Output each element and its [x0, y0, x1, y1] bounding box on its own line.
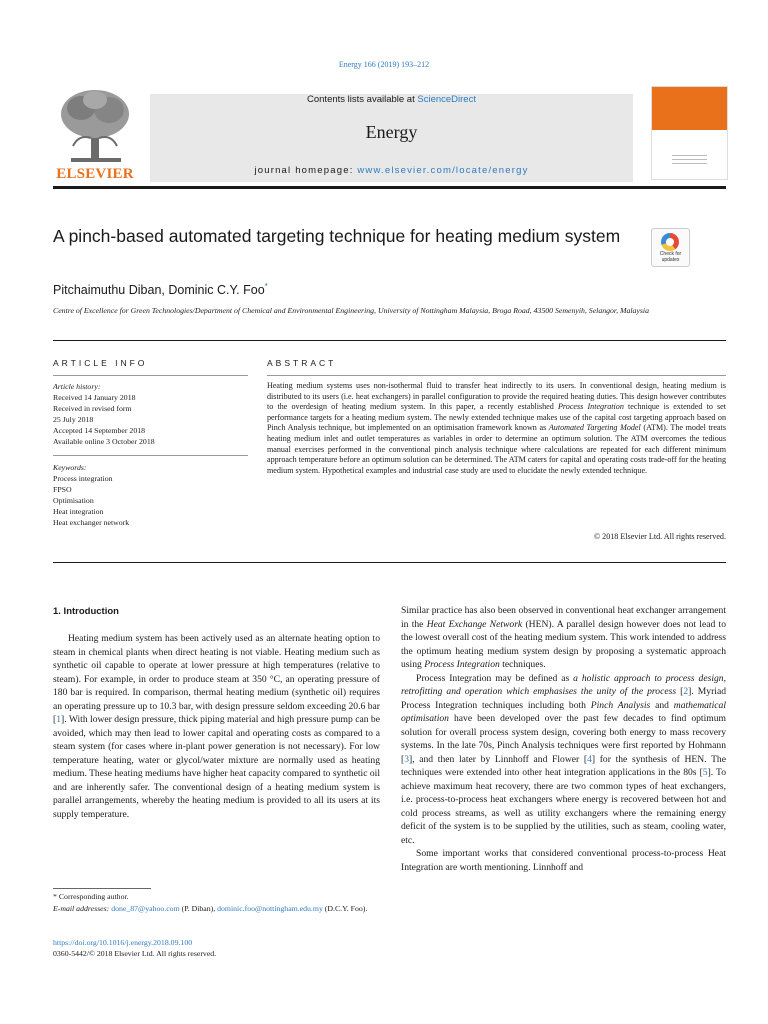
sciencedirect-link[interactable]: ScienceDirect: [417, 94, 476, 105]
keyword-item: Heat exchanger network: [53, 518, 130, 527]
citation-link[interactable]: 3: [404, 753, 409, 765]
abstract-text: [267, 381, 726, 476]
email-owner: (P. Diban),: [179, 904, 218, 913]
text-run: Similar practice has also been observed in conventional heat exchanger arrangement in the: [401, 605, 726, 630]
doi-link[interactable]: [53, 938, 192, 947]
publisher-wordmark: ELSEVIER: [56, 166, 134, 182]
text-run: (HEN). A parallel design however does not lead to the lowest overall cost of the heating medium system. This work intended to address the optimum heating medium system design by proposing a systematic approach using: [401, 618, 727, 670]
history-item: Available online 3 October 2018: [53, 437, 155, 446]
text-run: ] for the synthesis of HEN. The techniques were extended into other heat integration applications in the 80s [: [401, 753, 726, 778]
keyword-item: Process integration: [53, 474, 113, 483]
text-run: techniques.: [499, 659, 546, 670]
doi-url[interactable]: https://doi.org/10.1016/j.energy.2018.09.100: [53, 938, 193, 947]
keyword-item: Optimisation: [53, 496, 94, 505]
section-divider: [53, 562, 726, 563]
crossmark-icon: [661, 233, 679, 251]
text-emphasis: a holistic approach to process design, retrofitting and operation which emphasises the unity of the process: [401, 672, 726, 697]
text-emphasis: Pinch Analysis: [590, 699, 651, 711]
history-item: Accepted 14 September 2018: [53, 426, 146, 435]
email-label: E-mail addresses:: [53, 904, 112, 913]
body-paragraph: [401, 672, 726, 848]
journal-cover-thumbnail: [651, 86, 728, 180]
body-paragraph: [401, 604, 726, 672]
elsevier-logo: [53, 86, 137, 184]
abstract-heading: ABSTRACT: [267, 358, 337, 368]
abstract-part: Heating medium systems uses non-isothermal fluid to transfer heat indirectly to its users. In conventional design, heating medium is distributed to its users (i.e. heat exchangers) in parallel configuration to provide the required heating duties. This design however contributes to the overdesign of heating medium system. In this paper, a recently established: [267, 381, 726, 412]
email-owner: (D.C.Y. Foo).: [322, 904, 368, 913]
homepage-prefix: journal homepage:: [254, 165, 358, 176]
author-list: [53, 282, 268, 297]
text-run: ], and then later by Linnhoff and Flower [: [409, 753, 588, 765]
contents-line: [150, 94, 633, 105]
tree-icon: [53, 86, 137, 166]
abstract-rule: [267, 375, 726, 376]
corresponding-author-mark[interactable]: *: [264, 282, 268, 291]
journal-citation[interactable]: Energy 166 (2019) 193–212: [338, 60, 430, 69]
check-for-updates-label: Check for updates: [659, 251, 682, 263]
affiliation: Centre of Excellence for Green Technologies/Department of Chemical and Environmental Engineering, University of Nottingham Malaysia, Broga Road, 43500 Semenyih, Selangor, Malaysia: [53, 306, 649, 315]
abstract-emphasis: Automated Targeting Model: [548, 423, 641, 433]
body-paragraph: [53, 632, 380, 821]
citation-link[interactable]: 4: [587, 753, 592, 765]
body-column-left: [53, 632, 380, 821]
section-heading: 1. Introduction: [53, 606, 119, 617]
body-column-right: [401, 604, 726, 874]
history-item: Received 14 January 2018: [53, 393, 136, 402]
journal-title: Energy: [365, 122, 418, 142]
article-info-rule: [53, 455, 248, 456]
text-run: have been developed over the past few decades to find optimum solution for overall process system design, covering both energy to mass recovery systems. In the late 70s, Pinch Analysis techniques were first reported by Hohmann [: [401, 713, 726, 765]
text-run: ]. With lower design pressure, thick piping material and high pressure pump can be avoided, which may then lead to lower capital and operating costs as compared to a steam system (for cases where in-plant power generation is not necessary). For low temperature heating, water or glycol/water mixture are normally used as heating medium. These heating mediums have higher heat capacity compared to synthetic oil and are inherently safer. The conventional design of a heating medium system is parallel arrangements, whereby the heating medium is provided to all its users at its supply temperature.: [53, 714, 380, 820]
text-run: ]. To achieve maximum heat recovery, there are two common types of heat exchangers, i.e. process-to-process heat exchangers where energy is recovered between hot and cold process streams, as well as utility exchangers where the remaining energy deficit of the system is to be supplied by the utilities, such as steam, cooling water, etc.: [401, 767, 726, 846]
homepage-link[interactable]: www.elsevier.com/locate/energy: [357, 165, 529, 176]
footnote-rule: [53, 888, 151, 889]
text-emphasis: Process Integration: [424, 659, 500, 670]
abstract-part: (ATM). The model treats heating medium inlet and outlet temperatures as variables in order to determine an optimum solution. The ATM overcomes the tedious manual exercises performed in the conventional pinch analysis technique where calculations are repeated for each different minimum approach temperature before an optimum solution can be determined. The ATM caters for capital and operating costs trade-off for the heating medium system. Hypothetical examples and industrial case study are used to elucidate the newly extended technique.: [267, 423, 726, 475]
cover-banner: [652, 87, 727, 130]
journal-homepage: [150, 165, 633, 176]
history-item: 25 July 2018: [53, 415, 94, 424]
issn-copyright: 0360-5442/© 2018 Elsevier Ltd. All rights reserved.: [53, 949, 217, 958]
history-item: Received in revised form: [53, 404, 132, 413]
text-run: and: [650, 699, 674, 711]
text-run: Process Integration may be defined as: [416, 672, 574, 684]
article-info-rule: [53, 375, 248, 376]
keyword-item: FPSO: [53, 485, 72, 494]
author-names: Pitchaimuthu Diban, Dominic C.Y. Foo: [53, 283, 265, 298]
email-link[interactable]: done_87@yahoo.com: [111, 904, 180, 913]
cover-lines: [672, 155, 707, 167]
keywords-label: Keywords:: [53, 463, 87, 472]
keyword-item: Heat integration: [53, 507, 104, 516]
email-footnote: [53, 903, 380, 914]
email-link[interactable]: dominic.foo@nottingham.edu.my: [217, 904, 323, 913]
history-label: Article history:: [53, 382, 101, 391]
body-paragraph: Some important works that considered conventional process-to-process Heat Integration are worth mentioning. Linnhoff and: [401, 848, 726, 873]
text-run: Heating medium system has been actively used as an alternate heating option to steam in chemical plants when direct heating is not viable. Heating medium such as synthetic oil capable to operate at lower pressure at high temperatures (relative to steam). For example, in order to produce steam at 350 °C, an operating pressure of 180 bar is required. In comparison, thermal heating medium (synthetic oil) requires an operating pressure up to 10.3 bar, with design pressure seldom exceeding 20.6 bar [: [53, 633, 380, 725]
check-for-updates-button[interactable]: [651, 228, 690, 267]
text-emphasis: Heat Exchange Network: [426, 618, 523, 630]
article-info-heading: ARTICLE INFO: [53, 358, 148, 368]
text-emphasis: mathematical optimisation: [401, 699, 726, 724]
corresponding-author-note: * Corresponding author.: [53, 892, 129, 901]
citation-link[interactable]: 5: [702, 767, 708, 778]
paper-title: A pinch-based automated targeting technique for heating medium system: [53, 226, 621, 246]
abstract-copyright: © 2018 Elsevier Ltd. All rights reserved.: [593, 532, 726, 541]
abstract-part: technique is extended to set performance targets for a heating medium system. The newly extended technique makes use of the capital cost targeting approach based on Pinch Analysis technique, but implemented on an optimisation framework known as: [267, 402, 727, 433]
citation-link[interactable]: 1: [56, 714, 61, 725]
text-run: ]. Myriad Process Integration techniques including both: [401, 686, 726, 711]
citation-link[interactable]: 2: [683, 686, 689, 697]
contents-prefix: Contents lists available at: [307, 94, 418, 105]
section-divider: [53, 340, 726, 341]
header-divider: [53, 186, 726, 189]
text-run: [: [676, 686, 684, 697]
abstract-emphasis: Process Integration: [557, 402, 624, 412]
